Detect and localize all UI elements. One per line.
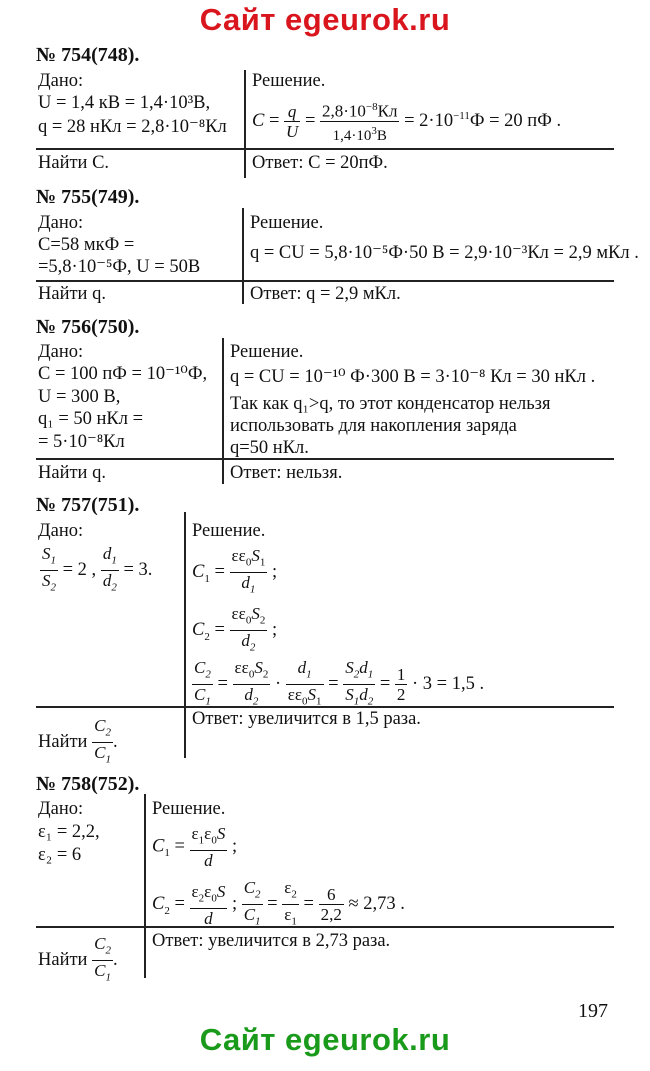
- problem-758-given-1: ε₁ = 2,2,: [38, 822, 100, 842]
- problem-757-divider: [184, 512, 186, 758]
- problem-758-dano: Дано:: [38, 799, 84, 819]
- problem-758-find: Найти $\frac{C_2}{C_1}$ .: [38, 934, 118, 984]
- problem-754-solution-label: Решение.: [252, 71, 326, 91]
- problem-757-find-label: Найти: [38, 732, 88, 753]
- problem-755-given-1: C=58 мкФ =: [38, 235, 135, 255]
- problem-754-title: № 754(748).: [36, 44, 140, 66]
- problem-755-title: № 755(749).: [36, 186, 140, 208]
- problem-755-dano: Дано:: [38, 213, 84, 233]
- site-banner-top: Сайт egeurok.ru: [199, 2, 451, 37]
- problem-758-title: № 758(752).: [36, 773, 140, 795]
- problem-758-find-label: Найти: [38, 950, 88, 971]
- page-number: 197: [578, 1000, 608, 1022]
- problem-756-given-4: = 5·10⁻⁸Кл: [38, 432, 125, 452]
- problem-754-formula: C = $\frac{q}{U}$ = $\frac{2,8\cdot 10^{-8}Кл}{1,4\cdot 10^3В}$ = $2\cdot 10^{-11}Ф = 20$ пФ .: [252, 98, 561, 146]
- problem-755-find: Найти q.: [38, 284, 106, 304]
- problem-756-dano: Дано:: [38, 342, 84, 362]
- problem-757-formula-2: $C_2$ = $\frac{\varepsilon\varepsilon_0S_2}{d_2}$ ;: [192, 604, 278, 654]
- problem-756-title: № 756(750).: [36, 316, 140, 338]
- problem-756-given-3: q₁ = 50 нКл =: [38, 409, 144, 429]
- problem-755-given-2: =5,8·10⁻⁵Ф, U = 50В: [38, 257, 201, 277]
- problem-758-divider: [144, 794, 146, 978]
- problem-756-find: Найти q.: [38, 463, 106, 483]
- problem-755-divider: [242, 208, 244, 304]
- problem-756-divider: [222, 338, 224, 484]
- problem-756-answer: Ответ: нельзя.: [230, 463, 343, 483]
- problem-757-formula-3: $\frac{C_2}{C_1}$ = $\frac{\varepsilon\varepsilon_0S_2}{d_2}$ · $\frac{d_1}{\varepsilon\varepsilon_0S_1}$ = $\frac{S_2d_1}{S_1d_2}$ = $\frac{1}{2}$ · 3 = 1,5 .: [194, 658, 485, 708]
- problem-757-find: Найти $\frac{C_2}{C_1}$ .: [38, 716, 118, 766]
- problem-756-formula: q = CU = 10⁻¹⁰ Ф·300 В = 3·10⁻⁸ Кл = 30 нКл .: [230, 367, 596, 387]
- problem-757-formula-1: $C_1$ = $\frac{\varepsilon\varepsilon_0S_1}{d_1}$ ;: [192, 546, 278, 596]
- problem-757-answer: Ответ: увеличится в 1,5 раза.: [192, 709, 421, 729]
- problem-758-formula-1: $C_1$ = $\frac{\varepsilon_1\varepsilon_0S}{d}$ ;: [152, 824, 238, 871]
- problem-756-note-3: q=50 нКл.: [230, 438, 309, 458]
- problem-756-solution-label: Решение.: [230, 342, 304, 362]
- problem-754-answer: Ответ: C = 20пФ.: [252, 153, 388, 173]
- problem-756-given-1: C = 100 пФ = 10⁻¹⁰Ф,: [38, 364, 208, 384]
- problem-756-note-1: Так как q₁>q, то этот конденсатор нельзя: [230, 394, 551, 414]
- problem-756-given-2: U = 300 В,: [38, 387, 121, 407]
- problem-755-solution-label: Решение.: [250, 213, 324, 233]
- problem-758-given-2: ε₂ = 6: [38, 845, 82, 865]
- problem-754-rule: [36, 148, 614, 150]
- problem-754-dano: Дано:: [38, 71, 84, 91]
- problem-755-formula: q = CU = 5,8·10⁻⁵Ф·50 В = 2,9·10⁻³Кл = 2,9 мКл .: [250, 243, 639, 263]
- problem-757-title: № 757(751).: [36, 494, 140, 516]
- problem-754-given-2: q = 28 нКл = 2,8·10⁻⁸Кл: [38, 117, 227, 137]
- problem-757-solution-label: Решение.: [192, 521, 266, 541]
- problem-758-formula-2: $C_2$ = $\frac{\varepsilon_2\varepsilon_0S}{d}$ ; $\frac{C_2}{C_1}$ = $\frac{\varepsilon_2}{\varepsilon_1}$ = $\frac{6}{2,2}$ ≈ 2,73 .: [152, 878, 405, 929]
- problem-757-given: $\frac{S_1}{S_2}$ = 2 , $\frac{d_1}{d_2}$ = 3.: [42, 544, 153, 594]
- problem-755-answer: Ответ: q = 2,9 мКл.: [250, 284, 401, 304]
- problem-755-rule: [36, 280, 614, 282]
- problem-758-answer: Ответ: увеличится в 2,73 раза.: [152, 931, 391, 951]
- problem-754-given-1: U = 1,4 кВ = 1,4·10³В,: [38, 93, 211, 113]
- problem-754-find: Найти C.: [38, 153, 110, 173]
- problem-758-solution-label: Решение.: [152, 799, 226, 819]
- problem-757-dano: Дано:: [38, 521, 84, 541]
- site-banner-bottom: Сайт egeurok.ru: [199, 1022, 451, 1057]
- problem-756-rule: [36, 458, 614, 460]
- problem-754-divider: [244, 70, 246, 178]
- problem-756-note-2: использовать для накопления заряда: [230, 416, 517, 436]
